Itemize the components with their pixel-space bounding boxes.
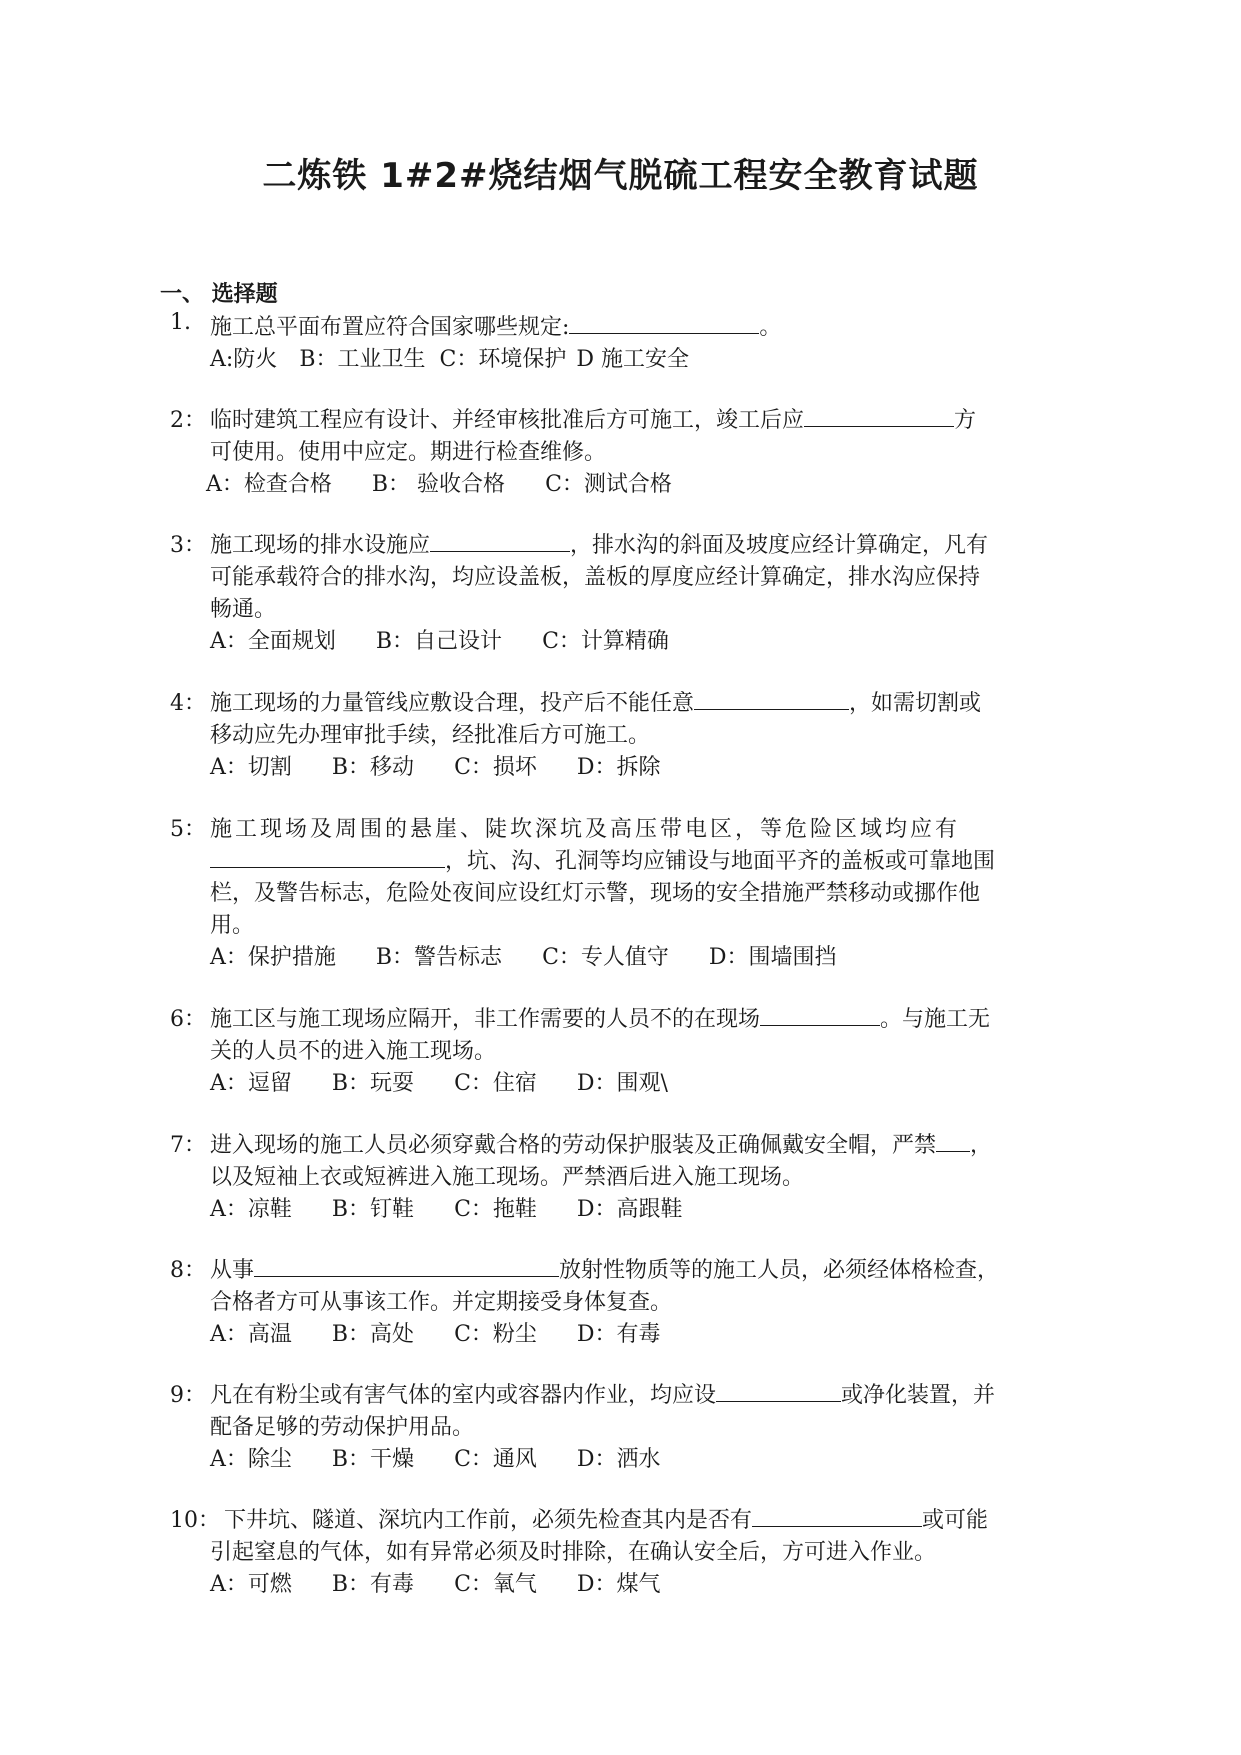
text-segment: 。与施工无 — [880, 1007, 991, 1032]
options-row — [210, 1567, 701, 1598]
question-text — [210, 1002, 990, 1033]
question-text: 施工现场及周围的悬崖、陡坎深坑及高压带电区，等危险区域均应有 — [210, 817, 961, 842]
question-number: 2： — [170, 408, 206, 433]
answer-blank[interactable] — [804, 404, 954, 427]
option[interactable]: B：有毒 — [331, 1572, 415, 1597]
question-number: 1. — [170, 310, 191, 335]
question-text: 畅通。 — [210, 597, 277, 622]
options-row — [210, 940, 877, 971]
answer-blank[interactable] — [694, 687, 849, 710]
option[interactable]: A：逗留 — [210, 1071, 292, 1096]
text-segment: 施工现场的力量管线应敷设合理，投产后不能任意 — [210, 691, 695, 716]
text-segment: 或可能 — [922, 1508, 989, 1533]
option[interactable]: C：环境保护 — [439, 347, 567, 372]
question-text — [224, 1503, 988, 1534]
option[interactable]: C：住宿 — [454, 1071, 537, 1096]
text-segment: ，坑、沟、孔洞等均应铺设与地面平齐的盖板或可靠地围 — [445, 849, 996, 874]
section-heading: 一、 选择题 — [160, 282, 278, 307]
text-segment: 方 — [954, 408, 977, 433]
option[interactable]: D：高跟鞋 — [576, 1197, 683, 1222]
option[interactable]: B：工业卫生 — [299, 347, 426, 372]
option[interactable]: B： 验收合格 — [371, 472, 506, 497]
option[interactable]: A：凉鞋 — [210, 1197, 292, 1222]
answer-blank[interactable] — [430, 529, 570, 552]
text-segment: 或净化装置，并 — [841, 1383, 996, 1408]
option[interactable]: B：干燥 — [331, 1447, 415, 1472]
question-text: 关的人员不的进入施工现场。 — [210, 1039, 497, 1064]
options-row — [210, 1317, 701, 1348]
option[interactable]: D：有毒 — [576, 1322, 661, 1347]
answer-blank[interactable] — [752, 1504, 922, 1527]
option[interactable]: D：煤气 — [576, 1572, 661, 1597]
option[interactable]: B：移动 — [331, 755, 415, 780]
option[interactable]: B：钉鞋 — [331, 1197, 415, 1222]
options-row — [210, 342, 729, 373]
answer-blank[interactable] — [254, 1254, 559, 1277]
question-text: 引起窒息的气体，如有异常必须及时排除，在确认安全后，方可进入作业。 — [210, 1540, 937, 1565]
question-text: 移动应先办理审批手续，经批准后方可施工。 — [210, 723, 651, 748]
question-text: 用。 — [210, 913, 255, 938]
option[interactable]: A：除尘 — [210, 1447, 292, 1472]
question-text: 以及短袖上衣或短裤进入施工现场。严禁酒后进入施工现场。 — [210, 1165, 805, 1190]
text-segment: 施工区与施工现场应隔开，非工作需要的人员不的在现场 — [210, 1007, 761, 1032]
option[interactable]: A：高温 — [210, 1322, 292, 1347]
option[interactable]: A:防火 — [210, 347, 278, 372]
question-text: 配备足够的劳动保护用品。 — [210, 1415, 475, 1440]
option[interactable]: B：玩耍 — [331, 1071, 415, 1096]
question-text: 栏，及警告标志，危险处夜间应设红灯示警，现场的安全措施严禁移动或挪作他 — [210, 881, 981, 906]
answer-blank[interactable] — [569, 311, 759, 334]
text-segment: 进入现场的施工人员必须穿戴合格的劳动保护服装及正确佩戴安全帽，严禁 — [210, 1133, 937, 1158]
text-segment: 下井坑、隧道、深坑内工作前，必须先检查其内是否有 — [224, 1508, 753, 1533]
options-row — [210, 1192, 723, 1223]
options-row — [210, 1442, 701, 1473]
options-row — [210, 1066, 708, 1097]
question-text — [210, 1378, 995, 1409]
question-number: 5： — [170, 817, 206, 842]
question-text — [210, 1128, 992, 1159]
option[interactable]: A：切割 — [210, 755, 292, 780]
option[interactable]: D：拆除 — [576, 755, 661, 780]
question-text — [210, 1253, 999, 1284]
answer-blank[interactable] — [210, 845, 445, 868]
question-text — [210, 844, 995, 875]
text-segment: 。 — [759, 315, 782, 340]
option[interactable]: B：高处 — [331, 1322, 415, 1347]
answer-blank[interactable] — [716, 1379, 841, 1402]
options-row — [206, 467, 712, 498]
option[interactable]: C：损坏 — [454, 755, 537, 780]
text-segment: 临时建筑工程应有设计、并经审核批准后方可施工，竣工后应 — [210, 408, 805, 433]
text-segment: ，如需切割或 — [849, 691, 982, 716]
question-text: 可能承载符合的排水沟，均应设盖板，盖板的厚度应经计算确定，排水沟应保持 — [210, 565, 981, 590]
option[interactable]: C：测试合格 — [545, 472, 672, 497]
option[interactable]: C：粉尘 — [454, 1322, 537, 1347]
question-number: 9： — [170, 1383, 206, 1408]
text-segment: 施工总平面布置应符合国家哪些规定: — [210, 315, 570, 340]
option[interactable]: D 施工安全 — [576, 347, 689, 372]
option[interactable]: A：检查合格 — [206, 472, 332, 497]
question-text: 可使用。使用中应定。期进行检查维修。 — [210, 440, 607, 465]
option[interactable]: C：拖鞋 — [454, 1197, 537, 1222]
text-segment: 从事 — [210, 1258, 255, 1283]
question-number: 10： — [170, 1508, 220, 1533]
option[interactable]: C：通风 — [454, 1447, 537, 1472]
option[interactable]: C：计算精确 — [542, 629, 669, 654]
options-row — [210, 624, 709, 655]
option[interactable]: D：围观\ — [576, 1071, 668, 1096]
options-row — [210, 750, 701, 781]
option[interactable]: A：可燃 — [210, 1572, 292, 1597]
option[interactable]: A：保护措施 — [210, 945, 336, 970]
option[interactable]: A：全面规划 — [210, 629, 336, 654]
option[interactable]: C：专人值守 — [542, 945, 669, 970]
option[interactable]: D：洒水 — [576, 1447, 661, 1472]
question-number: 8： — [170, 1258, 206, 1283]
question-number: 7： — [170, 1133, 206, 1158]
question-text — [210, 686, 981, 717]
question-text — [210, 403, 976, 434]
question-number: 4： — [170, 691, 206, 716]
page-title: 二炼铁 1#2#烧结烟气脱硫工程安全教育试题 — [262, 156, 979, 196]
text-segment: 放射性物质等的施工人员，必须经体格检查， — [559, 1258, 1000, 1283]
text-segment: ， — [970, 1133, 993, 1158]
question-text — [210, 528, 988, 559]
answer-blank[interactable] — [760, 1003, 880, 1026]
answer-blank[interactable] — [936, 1129, 970, 1152]
text-segment: ，排水沟的斜面及坡度应经计算确定，凡有 — [570, 533, 989, 558]
text-segment: 施工现场的排水设施应 — [210, 533, 431, 558]
option[interactable]: B：自己设计 — [375, 629, 503, 654]
text-segment: 凡在有粉尘或有害气体的室内或容器内作业，均应设 — [210, 1383, 717, 1408]
option[interactable]: D：围墙围挡 — [708, 945, 837, 970]
question-text: 合格者方可从事该工作。并定期接受身体复查。 — [210, 1290, 673, 1315]
question-text — [210, 310, 781, 341]
question-number: 6： — [170, 1007, 206, 1032]
option[interactable]: B：警告标志 — [375, 945, 503, 970]
question-number: 3： — [170, 533, 206, 558]
option[interactable]: C：氧气 — [454, 1572, 537, 1597]
